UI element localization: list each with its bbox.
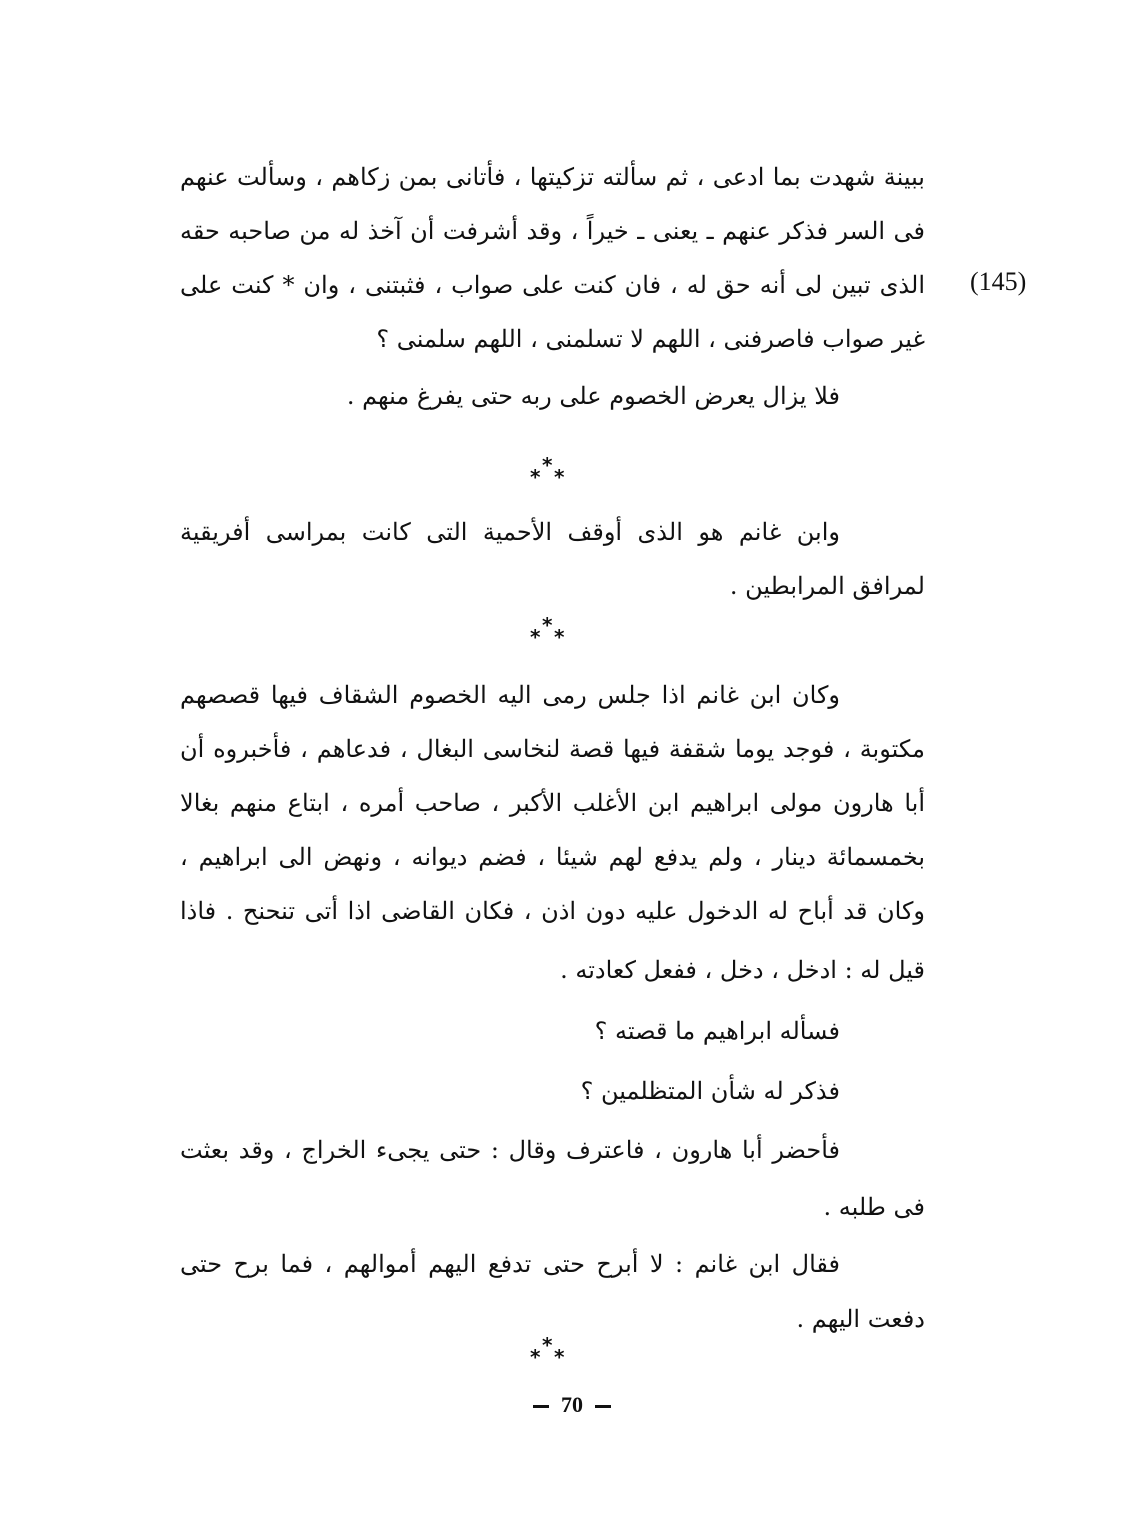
text-line: فأحضر أبا هارون ، فاعترف وقال : حتى يجىء الخراج ، وقد بعثت <box>180 1136 840 1164</box>
text-line: دفعت اليهم . <box>796 1305 925 1333</box>
paragraph-section-1 <box>180 150 925 426</box>
text-line: أبا هارون مولى ابراهيم ابن الأغلب الأكبر ، صاحب أمره ، ابتاع منهم بغالا <box>180 789 925 817</box>
text-line: مكتوبة ، فوجد يوما شقفة فيها قصة لنخاسى البغال ، فدعاهم ، فأخبروه أن <box>180 735 925 763</box>
text-line: فقال ابن غانم : لا أبرح حتى تدفع اليهم أموالهم ، فما برح حتى <box>180 1250 840 1278</box>
text-line: لمرافق المرابطين . <box>729 572 925 600</box>
text-line: فذكر له شأن المتظلمين ؟ <box>580 1077 840 1105</box>
section-divider-asterism <box>522 455 582 491</box>
text-line: وكان قد أباح له الدخول عليه دون اذن ، فكان القاضى اذا أتى تنحنح . فاذا <box>180 897 925 925</box>
text-line: قيل له : ادخل ، دخل ، ففعل كعادته . <box>560 956 925 984</box>
paragraph-section-2 <box>180 505 925 613</box>
asterisk-glyph: * <box>554 1345 565 1369</box>
asterisk-glyph: * <box>542 1333 553 1357</box>
asterisk-glyph: * <box>554 625 565 649</box>
text-line: وكان ابن غانم اذا جلس رمى اليه الخصوم الشقاف فيها قصصهم <box>180 681 840 709</box>
margin-reference-number: (145) <box>970 267 1027 296</box>
paragraph-section-3 <box>180 668 925 1346</box>
page-number <box>0 1390 1144 1420</box>
section-divider-asterism <box>522 615 582 651</box>
folio-dash-right <box>595 1405 611 1408</box>
folio-dash-left <box>533 1405 549 1408</box>
asterisk-glyph: * <box>542 453 553 477</box>
text-line: وابن غانم هو الذى أوقف الأحمية التى كانت بمراسى أفريقية <box>180 518 840 546</box>
text-line: فى السر فذكر عنهم ـ يعنى ـ خيراً ، وقد أشرفت أن آخذ له من صاحبه حقه <box>180 217 925 245</box>
page-number-value: 70 <box>561 1392 583 1417</box>
text-line: فى طلبه . <box>823 1193 925 1221</box>
asterisk-glyph: * <box>542 613 553 637</box>
text-line: غير صواب فاصرفنى ، اللهم لا تسلمنى ، اللهم سلمنى ؟ <box>376 325 925 353</box>
asterisk-glyph: * <box>530 465 541 489</box>
text-line: فسأله ابراهيم ما قصته ؟ <box>594 1017 840 1045</box>
asterisk-glyph: * <box>554 465 565 489</box>
section-divider-asterism <box>522 1335 582 1371</box>
text-line: بخمسمائة دينار ، ولم يدفع لهم شيئا ، فضم ديوانه ، ونهض الى ابراهيم ، <box>180 843 925 871</box>
text-line: فلا يزال يعرض الخصوم على ربه حتى يفرغ منهم . <box>346 382 840 410</box>
text-line: الذى تبين لى أنه حق له ، فان كنت على صواب ، فثبتنى ، وان * كنت على <box>180 271 925 299</box>
text-line: ببينة شهدت بما ادعى ، ثم سألته تزكيتها ، فأتانى بمن زكاهم ، وسألت عنهم <box>180 163 925 191</box>
asterisk-glyph: * <box>530 625 541 649</box>
asterisk-glyph: * <box>530 1345 541 1369</box>
